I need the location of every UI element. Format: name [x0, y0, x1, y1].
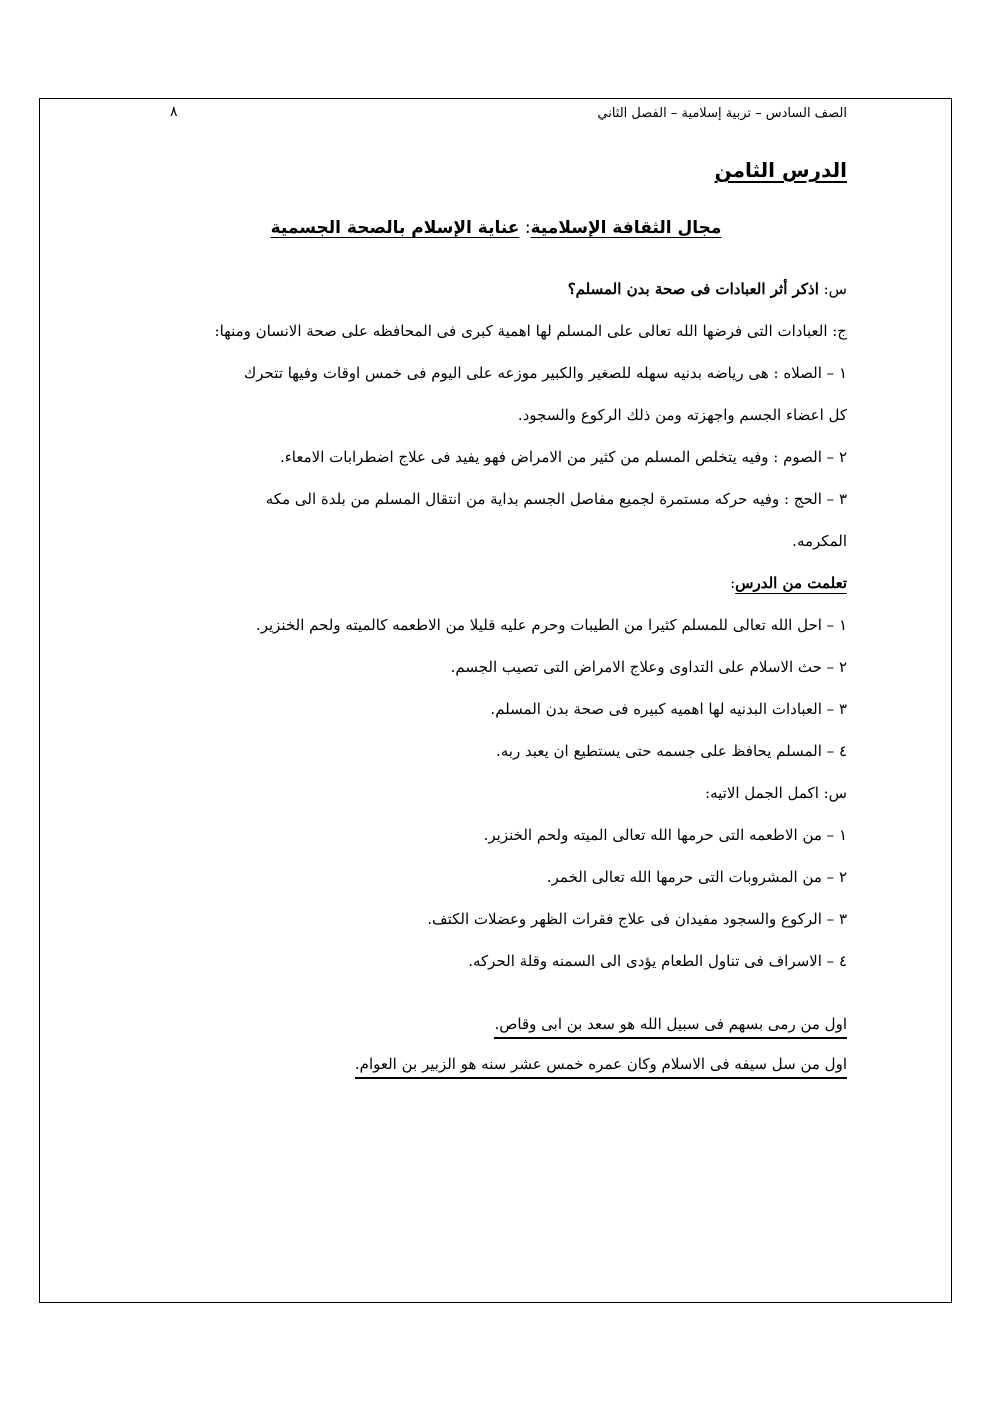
lesson-content: [142, 268, 847, 982]
learned-heading-row: [142, 562, 847, 604]
answer-intro: ج: العبادات التى فرضها الله تعالى على المسلم لها اهمية كبرى فى المحافظه على صحة الانسان ومنها:: [214, 322, 847, 340]
note-item: اول من رمى بسهم فى سبيل الله هو سعد بن ابى وقاص.: [494, 1015, 847, 1039]
question-2-item: ٣ – الركوع والسجود مفيدان فى علاج فقرات الظهر وعضلات الكتف.: [427, 910, 847, 928]
question-2-item: ٢ – من المشروبات التى حرمها الله تعالى الخمر.: [546, 868, 847, 886]
answer-item-3-line-2: المكرمه.: [792, 532, 847, 550]
question-2-item: ٤ – الاسراف فى تناول الطعام يؤدى الى السمنه وقلة الحركه.: [468, 952, 847, 970]
domain-topic: عناية الإسلام بالصحة الجسمية: [270, 218, 520, 238]
domain-label: مجال الثقافة الإسلامية: [530, 218, 722, 238]
learned-heading-colon: :: [730, 574, 736, 592]
learned-item: ٢ – حث الاسلام على التداوى وعلاج الامراض التى تصيب الجسم.: [450, 658, 847, 676]
page-header: الصف السادس – تربية إسلامية – الفصل الثاني: [597, 106, 847, 121]
learned-item: ٣ – العبادات البدنيه لها اهميه كبيره فى صحة بدن المسلم.: [490, 700, 847, 718]
note-item: اول من سل سيفه فى الاسلام وكان عمره خمس عشر سنه هو الزبير بن العوام.: [355, 1055, 847, 1079]
learned-item: ١ – احل الله تعالى للمسلم كثيرا من الطيبات وحرم عليه قليلا من الاطعمه كالميته ولحم الخنزير.: [255, 616, 847, 634]
question-1-prefix: س:: [818, 280, 847, 298]
question-1-text: اذكر أثر العبادات فى صحة بدن المسلم؟: [567, 280, 819, 298]
answer-item-3-line-1: ٣ – الحج : وفيه حركه مستمرة لجميع مفاصل الجسم بداية من انتقال المسلم من بلدة الى مكه: [265, 490, 847, 508]
domain-title: [0, 218, 992, 238]
answer-item-1-line-1: ١ – الصلاه : هى رياضه بدنيه سهله للصغير والكبير موزعه على اليوم فى خمس اوقات وفيها تتحرك: [243, 364, 847, 382]
question-1: [142, 268, 847, 310]
learned-item: ٤ – المسلم يحافظ على جسمه حتى يستطيع ان يعبد ربه.: [495, 742, 847, 760]
question-2-item: ١ – من الاطعمه التى حرمها الله تعالى الميته ولحم الخنزير.: [483, 826, 847, 844]
answer-item-1-line-2: كل اعضاء الجسم واجهزته ومن ذلك الركوع والسجود.: [517, 406, 847, 424]
question-2: س: اكمل الجمل الاتيه:: [705, 784, 847, 802]
answer-item-2: ٢ – الصوم : وفيه يتخلص المسلم من كثير من الامراض فهو يفيد فى علاج اضطرابات الامعاء.: [279, 448, 847, 466]
page-number: ٨: [170, 104, 178, 120]
learned-heading: تعلمت من الدرس: [735, 574, 847, 592]
domain-separator: :: [519, 218, 531, 238]
lesson-title: الدرس الثامن: [714, 158, 847, 182]
notes-section: [355, 1015, 847, 1095]
